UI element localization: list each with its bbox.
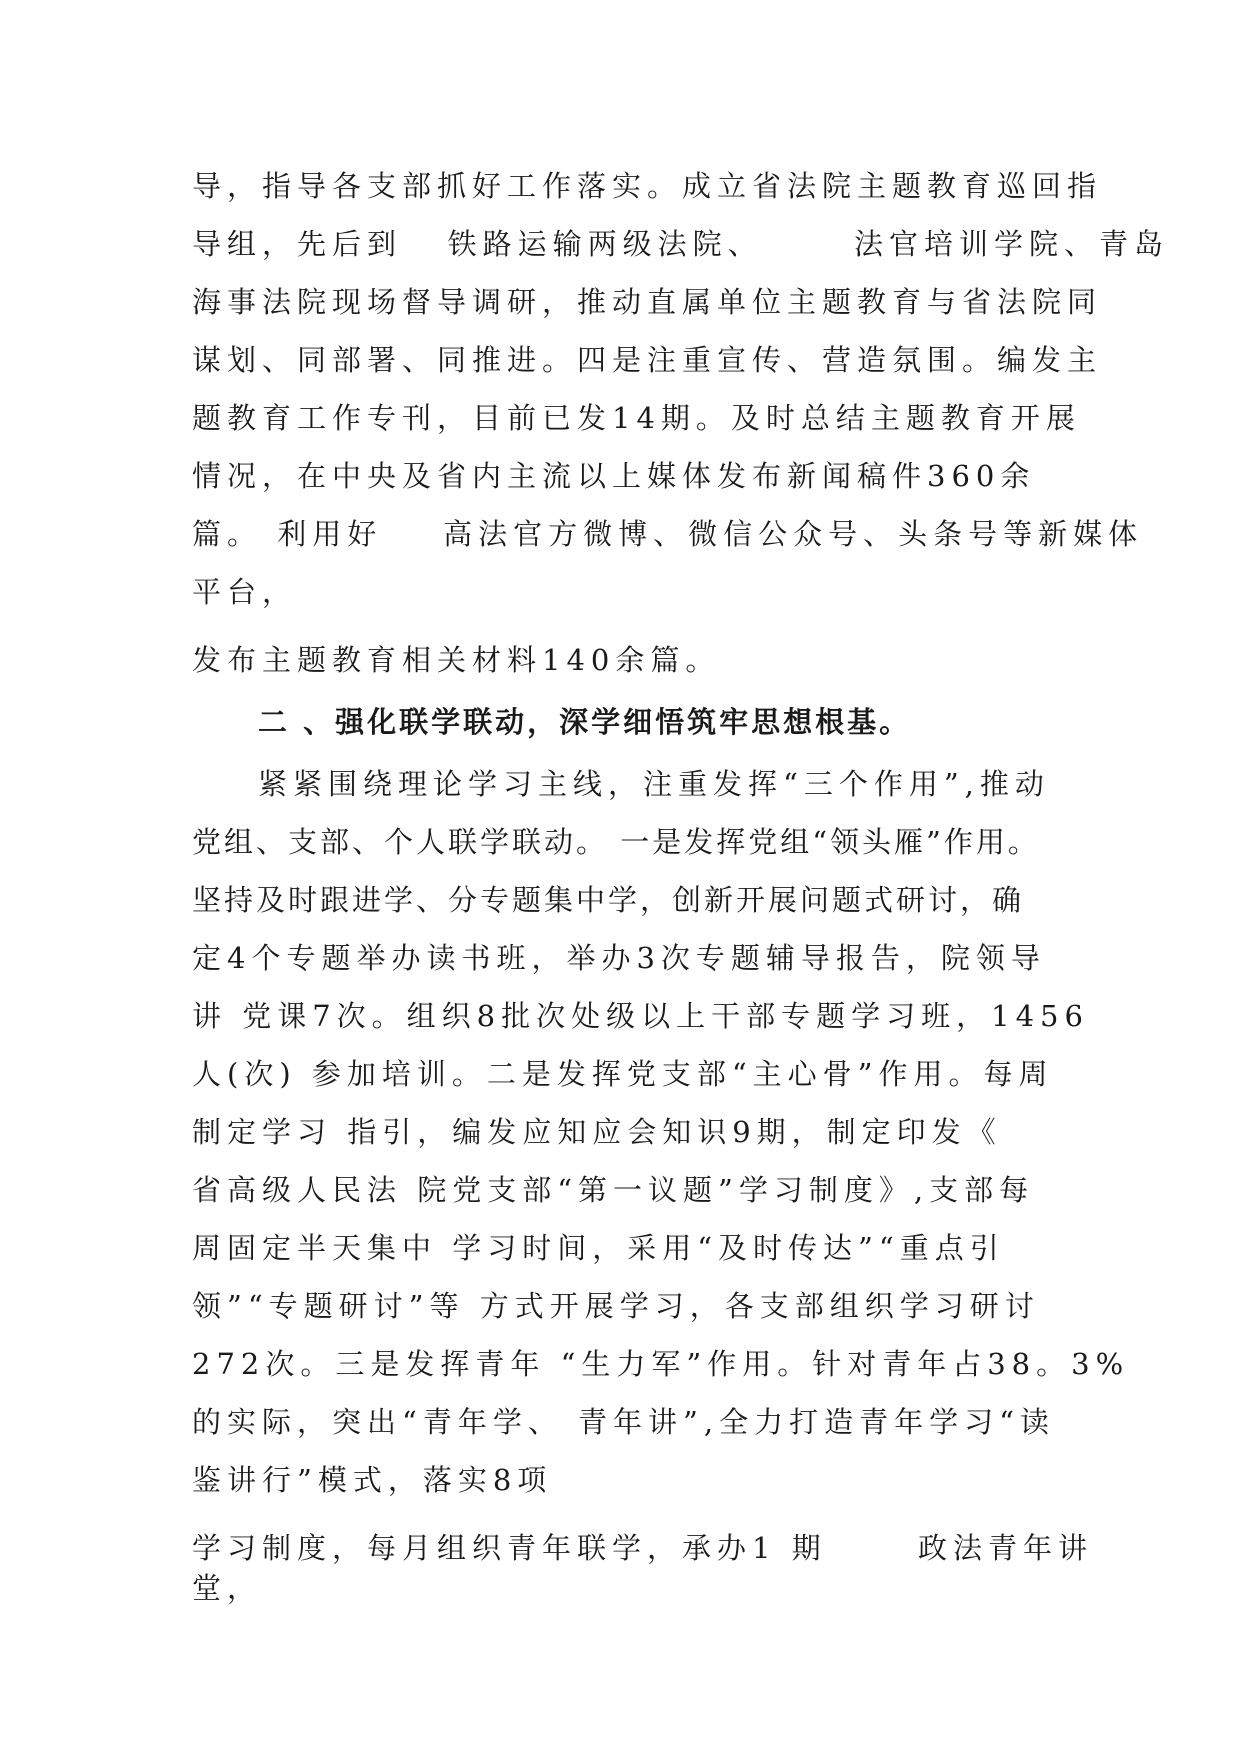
body-text-line: 发布主题教育相关材料140余篇。	[192, 643, 721, 677]
body-text-line: 领”“专题研讨”等 方式开展学习，各支部组织学习研讨	[192, 1289, 1040, 1323]
body-text-line: 导组，先后到 铁路运输两级法院、 法官培训学院、青岛	[192, 227, 1169, 261]
body-text-line: 鉴讲行”模式，落实8项	[192, 1463, 553, 1497]
body-text-line: 坚持及时跟进学、分专题集中学，创新开展问题式研讨，确	[192, 883, 1025, 917]
body-text-line: 题教育工作专刊，目前已发14期。及时总结主题教育开展	[192, 401, 1081, 435]
body-text-line: 情况，在中央及省内主流以上媒体发布新闻稿件360余	[192, 459, 1036, 493]
body-text-line: 党组、支部、个人联学联动。 一是发挥党组“领头雁”作用。	[192, 825, 1040, 859]
body-text-line: 定4个专题举办读书班，举办3次专题辅导报告，院领导	[192, 941, 1046, 975]
body-text-line: 的实际，突出“青年学、 青年讲”,全力打造青年学习“读	[192, 1405, 1055, 1439]
body-text-line: 学习制度，每月组织青年联学，承办1 期 政法青年讲	[192, 1531, 1093, 1565]
body-text-line: 人(次) 参加培训。二是发挥党支部“主心骨”作用。每周	[192, 1057, 1054, 1091]
body-text-line: 导，指导各支部抓好工作落实。成立省法院主题教育巡回指	[192, 169, 1103, 203]
body-text-line: 海事法院现场督导调研，推动直属单位主题教育与省法院同	[192, 285, 1103, 319]
body-text-line: 272次。三是发挥青年 “生力军”作用。针对青年占38。3%	[192, 1347, 1130, 1381]
body-text-line: 制定学习 指引，编发应知应会知识9期，制定印发《	[192, 1115, 1002, 1149]
body-text-line: 篇。 利用好 高法官方微博、微信公众号、头条号等新媒体	[192, 517, 1144, 551]
body-text-line: 谋划、同部署、同推进。四是注重宣传、营造氛围。编发主	[192, 343, 1103, 377]
body-text-line: 周固定半天集中 学习时间，采用“及时传达”“重点引	[192, 1231, 1005, 1265]
section-heading: 二 、强化联学联动，深学细悟筑牢思想根基。	[258, 705, 912, 739]
body-text-line: 省高级人民法 院党支部“第一议题”学习制度》,支部每	[192, 1173, 1035, 1207]
body-text-line: 平台，	[192, 575, 298, 609]
paragraph-first-line: 紧紧围绕理论学习主线，注重发挥“三个作用”,推动	[258, 767, 1050, 801]
body-text-line: 堂，	[192, 1571, 263, 1605]
body-text-line: 讲 党课7次。组织8批次处级以上干部专题学习班，1456	[192, 999, 1089, 1033]
